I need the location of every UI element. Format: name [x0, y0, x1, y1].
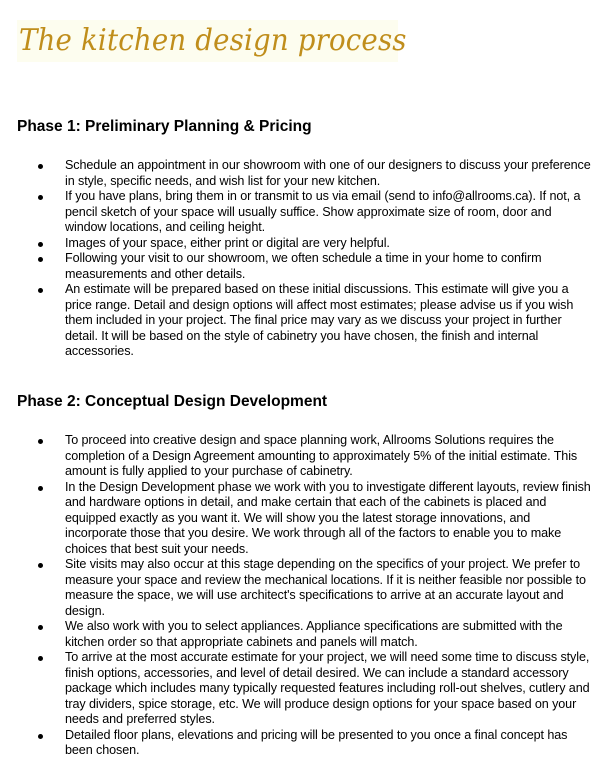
list-item-text: To proceed into creative design and space planning work, Allrooms Solutions requires the completion of a Design Agreement amounting to approximately 5% of the initial estimate. This amount is fully applied to your purchase of cabinetry.	[65, 433, 578, 478]
bullet-icon	[38, 195, 43, 200]
list-item	[0, 236, 602, 252]
phase-2-heading: Phase 2: Conceptual Design Development	[17, 393, 328, 410]
list-item-text: An estimate will be prepared based on these initial discussions. This estimate will give you a price range. Detail and design options will affect most estimates; please advise us if you wish them included in your project. The final price may vary as we discuss your project in further detail. It will be based on the style of cabinetry you have chosen, the finish and internal accessories.	[65, 282, 574, 358]
list-item-text: Detailed floor plans, elevations and pricing will be presented to you once a final concept has been chosen.	[65, 727, 568, 757]
list-item-text: To arrive at the most accurate estimate for your project, we will need some time to discuss style, finish options, accessories, and level of detail desired. We can include a standard accessory package which includes many typically requested features including roll-out shelves, cutlery and tray dividers, spice storage, etc. We will produce design options for your space based on your needs and preferred styles.	[65, 650, 590, 726]
bullet-icon	[38, 439, 43, 444]
list-item	[0, 480, 602, 558]
bullet-icon	[38, 486, 43, 491]
bullet-icon	[38, 734, 43, 739]
phase-2-list	[0, 433, 602, 759]
list-item-text: Images of your space, either print or digital are very helpful.	[65, 235, 390, 250]
list-item	[0, 158, 602, 189]
list-item	[0, 728, 602, 759]
list-item	[0, 557, 602, 619]
list-item	[0, 619, 602, 650]
phase-2-section	[0, 392, 602, 759]
list-item-text: Schedule an appointment in our showroom with one of our designers to discuss your preference in style, specific needs, and wish list for your new kitchen.	[65, 158, 591, 188]
bullet-icon	[38, 164, 43, 169]
phase-1-section	[0, 117, 602, 360]
title-banner	[17, 20, 407, 62]
list-item-text: If you have plans, bring them in or transmit to us via email (send to info@allrooms.ca). If not, a pencil sketch of your space will usually suffice. Show approximate size of room, door and window locations, and ceiling height.	[65, 189, 581, 234]
list-item	[0, 189, 602, 236]
phase-1-list	[0, 158, 602, 360]
list-item-text: Following your visit to our showroom, we often schedule a time in your home to confirm measurements and other details.	[65, 251, 542, 281]
bullet-icon	[38, 656, 43, 661]
bullet-icon	[38, 242, 43, 247]
page-title: The kitchen design process	[19, 23, 407, 58]
phase-1-heading: Phase 1: Preliminary Planning & Pricing	[17, 118, 312, 135]
list-item-text: Site visits may also occur at this stage depending on the specifics of your project. We prefer to measure your space and review the mechanical locations. If it is neither feasible nor possible to measure the space, we will use architect's specifications to arrive at an accurate layout and design.	[65, 557, 586, 618]
list-item	[0, 251, 602, 282]
list-item	[0, 433, 602, 480]
bullet-icon	[38, 563, 43, 568]
list-item-text: In the Design Development phase we work with you to investigate different layouts, review finish and hardware options in detail, and make certain that each of the cabinets is placed and equipped exactly as you want it. We will show you the latest storage innovations, and incorporate those that you desire. We work through all of the factors to enable you to make choices that best suit your needs.	[65, 479, 591, 556]
bullet-icon	[38, 625, 43, 630]
list-item-text: We also work with you to select appliances. Appliance specifications are submitted with the kitchen order so that appropriate cabinets and panels will match.	[65, 619, 563, 649]
list-item	[0, 282, 602, 360]
bullet-icon	[38, 257, 43, 262]
list-item	[0, 650, 602, 728]
bullet-icon	[38, 288, 43, 293]
